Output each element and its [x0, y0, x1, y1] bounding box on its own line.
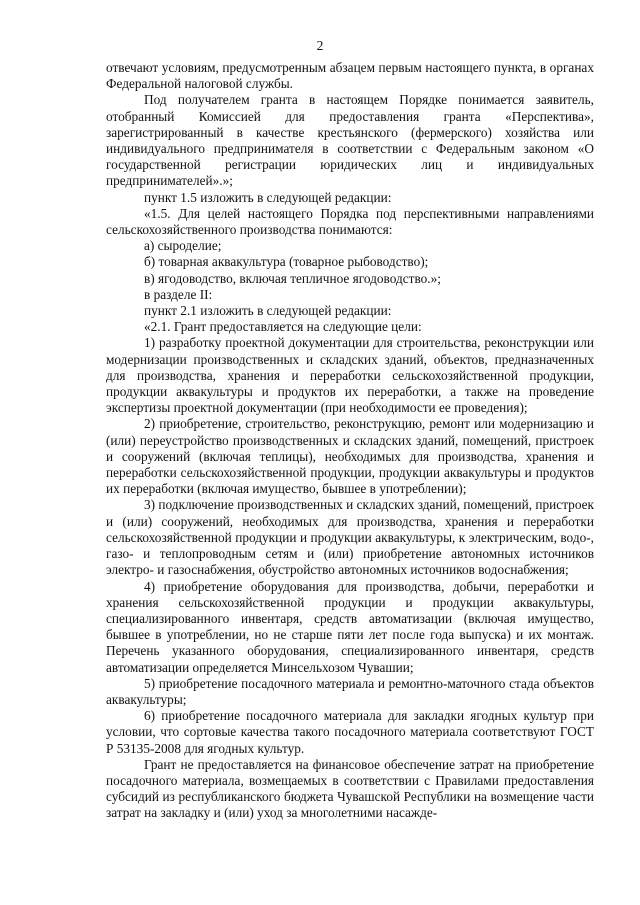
document-body	[106, 60, 594, 822]
paragraph: пункт 1.5 изложить в следующей редакции:	[144, 189, 392, 205]
paragraph: Грант не предоставляется на финансовое обеспечение затрат на приобретение посадочного материала, возмещаемых в соответствии с Правилами предоставления субсидий из республиканского бюджета Чувашской Республики на возмещение части затрат на закладку и (или) уход за многолетними насажде-	[106, 756, 594, 821]
paragraph: в) ягодоводство, включая тепличное ягодоводство.»;	[144, 270, 441, 286]
paragraph: отвечают условиям, предусмотренным абзацем первым настоящего пункта, в органах Федеральной налоговой службы.	[106, 60, 594, 92]
paragraph: 5) приобретение посадочного материала и ремонтно-маточного стада объектов аквакультуры;	[106, 675, 594, 707]
paragraph: пункт 2.1 изложить в следующей редакции:	[144, 303, 392, 319]
paragraph: 2) приобретение, строительство, реконструкцию, ремонт или модернизацию и (или) переустройство производственных и складских зданий, помещений, пристроек и сооружений (включая теплицы), необходимых для производства, хранения и переработки сельскохозяйственной продукции, продукции аквакультуры и продуктов их переработки (включая имущество, бывшее в употреблении);	[106, 416, 594, 497]
paragraph: 4) приобретение оборудования для производства, добычи, переработки и хранения сельскохозяйственной продукции и продукции аквакультуры, специализированного инвентаря, средств автоматизации (включая имущество, бывшее в употреблении, но не старше пяти лет после года выпуска) и их монтаж. Перечень указанного оборудования, специализированного инвентаря, средств автоматизации определяется Минсельхозом Чувашии;	[106, 578, 594, 675]
paragraph: «1.5. Для целей настоящего Порядка под перспективными направлениями сельскохозяйственного производства понимаются:	[106, 205, 594, 238]
page-number: 2	[316, 38, 324, 53]
paragraph: 1) разработку проектной документации для строительства, реконструкции или модернизации производственных и складских зданий, объектов, предназначенных для производства, хранения и переработки сельскохозяйственной продукции, продукции аквакультуры и продуктов их переработки, а также на проведение экспертизы проектной документации (при необходимости ее проведения);	[106, 335, 594, 416]
paragraph: «2.1. Грант предоставляется на следующие цели:	[144, 319, 422, 335]
paragraph: Под получателем гранта в настоящем Порядке понимается заявитель, отобранный Комиссией для предоставления гранта «Перспектива», зарегистрированный в качестве крестьянского (фермерского) хозяйства или индивидуального предпринимателя в соответствии с Федеральным законом «О государственной регистрации юридических лиц и индивидуальных предпринимателей».»;	[106, 92, 594, 189]
paragraph: 3) подключение производственных и складских зданий, помещений, пристроек и (или) сооружений, необходимых для производства, хранения и переработки сельскохозяйственной продукции и продукции аквакультуры, к электрическим, водо-, газо- и теплопроводным сетям и (или) приобретение автономных источников электро- и газоснабжения, обустройство автономных источников водоснабжения;	[106, 497, 594, 578]
paragraph: а) сыроделие;	[144, 238, 222, 254]
paragraph: в разделе II:	[144, 286, 213, 302]
paragraph: б) товарная аквакультура (товарное рыбоводство);	[144, 254, 429, 270]
paragraph: 6) приобретение посадочного материала для закладки ягодных культур при условии, что сортовые качества такого посадочного материала соответствуют ГОСТ Р 53135-2008 для ягодных культур.	[106, 708, 594, 756]
